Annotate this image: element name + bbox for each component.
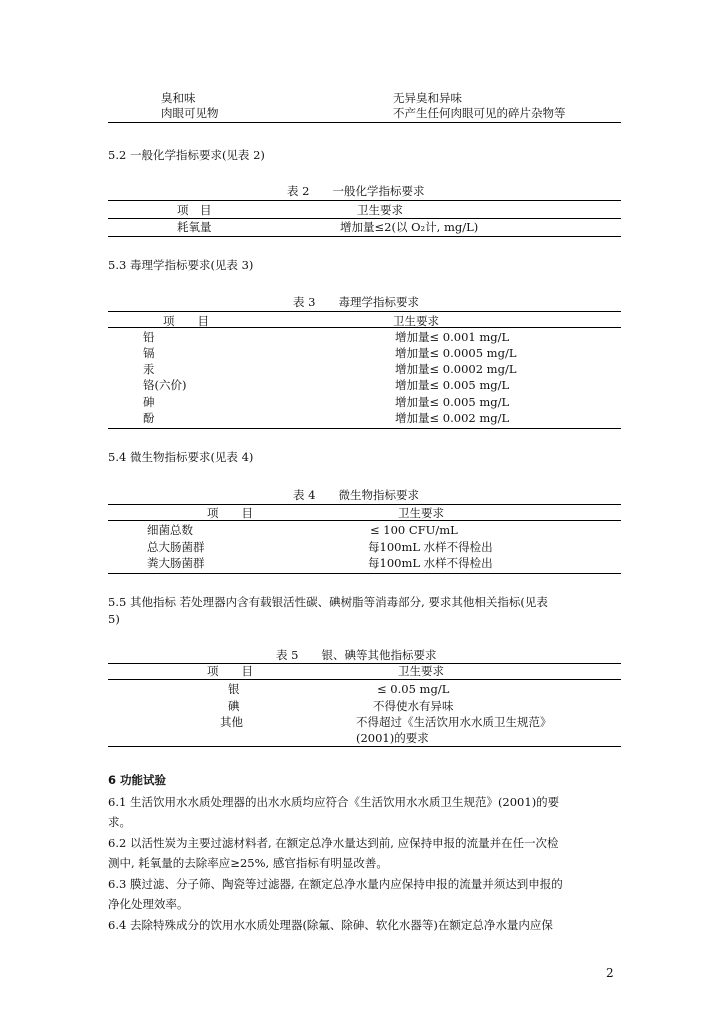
table3-row-item: 砷	[143, 395, 155, 409]
table5-col-item: 项 目	[207, 664, 253, 678]
table3-row-req: 增加量≤ 0.005 mg/L	[395, 395, 510, 409]
table2-row1-req: 增加量≤2(以 O₂计, mg/L)	[340, 220, 479, 234]
table5-col-req: 卫生要求	[398, 664, 444, 678]
para-6-3-line1: 6.3 膜过滤、分子筛、陶瓷等过滤器, 在额定总净水量内应保持申报的流量并须达到申报的	[108, 877, 563, 891]
table3-row-item: 镉	[143, 346, 155, 360]
table3-row-req: 增加量≤ 0.0002 mg/L	[395, 362, 517, 376]
table5-row-item: 银	[228, 682, 240, 696]
para-6-3-line2: 净化处理效率。	[108, 897, 189, 911]
section-5-5-heading-line1: 5.5 其他指标 若处理器内含有载银活性碳、碘树脂等消毒部分, 要求其他相关指标(见表	[108, 595, 548, 609]
table2-caption: 表 2 一般化学指标要求	[287, 184, 425, 198]
table4-row-req: ≤ 100 CFU/mL	[370, 523, 458, 537]
section-6-heading: 6 功能试验	[108, 773, 167, 787]
table4-row-item: 粪大肠菌群	[147, 556, 205, 570]
table1-row1-req: 无异臭和异味	[393, 91, 462, 105]
table4-row-item: 总大肠菌群	[147, 540, 205, 554]
table4-row-item: 细菌总数	[147, 523, 193, 537]
table3-row-item: 汞	[143, 362, 155, 376]
table4-caption: 表 4 微生物指标要求	[293, 488, 419, 502]
table5-bottom-rule	[108, 746, 621, 747]
table4-row-req: 每100mL 水样不得检出	[368, 556, 493, 570]
table3-row-req: 增加量≤ 0.002 mg/L	[395, 411, 510, 425]
table5-row-req: 不得超过《生活饮用水水质卫生规范》	[356, 715, 552, 729]
table3-row-req: 增加量≤ 0.001 mg/L	[395, 330, 510, 344]
table2-top-rule	[108, 200, 621, 201]
table5-header-rule	[108, 679, 621, 680]
table1-row2-req: 不产生任何肉眼可见的碎片杂物等	[393, 106, 566, 120]
table4-col-req: 卫生要求	[398, 506, 444, 520]
section-5-2-heading: 5.2 一般化学指标要求(见表 2)	[108, 148, 265, 162]
table3-row-item: 铅	[143, 330, 155, 344]
para-6-2-line1: 6.2 以活性炭为主要过滤材料者, 在额定总净水量达到前, 应保持申报的流量并在任一次检	[108, 836, 559, 850]
table5-row-req-continuation: (2001)的要求	[356, 731, 429, 745]
table2-header-rule	[108, 218, 621, 219]
table3-top-rule	[108, 311, 621, 312]
table5-top-rule	[108, 663, 621, 664]
para-6-4-line1: 6.4 去除特殊成分的饮用水水质处理器(除氟、除砷、软化水器等)在额定总净水量内应保	[108, 918, 553, 932]
table2-row1-item: 耗氧量	[177, 220, 212, 234]
table1-row2-item: 肉眼可见物	[161, 106, 219, 120]
para-6-2-line2: 测中, 耗氧量的去除率应≥25%, 感官指标有明显改善。	[108, 856, 388, 870]
table5-row-req: 不得使水有异味	[373, 699, 454, 713]
table3-row-item: 铬(六价)	[143, 378, 187, 392]
table3-row-req: 增加量≤ 0.005 mg/L	[395, 378, 510, 392]
table3-col-req: 卫生要求	[393, 314, 439, 328]
table3-row-item: 酚	[143, 411, 155, 425]
table4-top-rule	[108, 504, 621, 505]
table1-row1-item: 臭和味	[161, 91, 196, 105]
table5-row-item: 碘	[228, 699, 240, 713]
section-5-4-heading: 5.4 微生物指标要求(见表 4)	[108, 450, 254, 464]
table3-bottom-rule	[108, 428, 621, 429]
table3-col-item: 项 目	[163, 314, 209, 328]
table2-col-item: 项 目	[177, 203, 212, 217]
table3-caption: 表 3 毒理学指标要求	[293, 295, 419, 309]
table1-bottom-rule	[108, 122, 621, 123]
section-5-3-heading: 5.3 毒理学指标要求(见表 3)	[108, 258, 254, 272]
table4-col-item: 项 目	[207, 506, 253, 520]
table5-caption: 表 5 银、碘等其他指标要求	[276, 648, 437, 662]
para-6-1-line1: 6.1 生活饮用水水质处理器的出水水质均应符合《生活饮用水水质卫生规范》(2001)的要	[108, 795, 560, 809]
table2-col-req: 卫生要求	[357, 203, 403, 217]
table5-row-item: 其他	[220, 715, 243, 729]
para-6-1-line2: 求。	[108, 815, 131, 829]
table2-bottom-rule	[108, 236, 621, 237]
table3-header-rule	[108, 327, 621, 328]
table5-row-req: ≤ 0.05 mg/L	[377, 682, 450, 696]
table3-row-req: 增加量≤ 0.0005 mg/L	[395, 346, 517, 360]
section-5-5-heading-line2: 5)	[108, 612, 120, 626]
page-number: 2	[606, 966, 614, 980]
table4-row-req: 每100mL 水样不得检出	[368, 540, 493, 554]
table4-header-rule	[108, 520, 621, 521]
table4-bottom-rule	[108, 573, 621, 574]
